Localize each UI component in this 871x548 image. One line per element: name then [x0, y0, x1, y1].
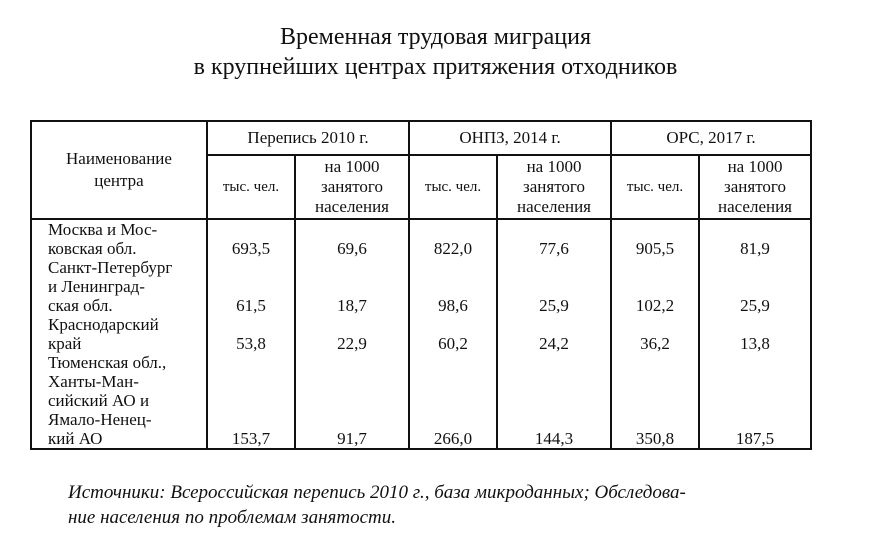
cell-value: 61,5: [207, 258, 295, 315]
cell-value: 81,9: [699, 219, 811, 258]
cell-value: 102,2: [611, 258, 699, 315]
row-name: Краснодарский край: [31, 315, 207, 353]
table-row: [31, 258, 811, 315]
subheader-rel-2014: на 1000 занятого населения: [497, 155, 611, 219]
cell-value: 77,6: [497, 219, 611, 258]
subheader-abs-2014: тыс. чел.: [409, 155, 497, 219]
cell-value: 53,8: [207, 315, 295, 353]
group-header-census-2010: Перепись 2010 г.: [207, 121, 409, 155]
group-header-onpz-2014: ОНПЗ, 2014 г.: [409, 121, 611, 155]
cell-value: 18,7: [295, 258, 409, 315]
cell-value: 144,3: [497, 353, 611, 449]
cell-value: 36,2: [611, 315, 699, 353]
subheader-rel-2010: на 1000 занятого населения: [295, 155, 409, 219]
cell-value: 25,9: [699, 258, 811, 315]
cell-value: 98,6: [409, 258, 497, 315]
title-line-2: в крупнейших центрах притяжения отходников: [193, 54, 678, 80]
table-row: [31, 315, 811, 353]
cell-value: 822,0: [409, 219, 497, 258]
table-row: [31, 353, 811, 449]
column-header-name: Наименование центра: [31, 121, 207, 219]
migration-table: [30, 120, 812, 450]
cell-value: 13,8: [699, 315, 811, 353]
row-name: Санкт-Петербург и Ленинград- ская обл.: [31, 258, 207, 315]
cell-value: 69,6: [295, 219, 409, 258]
cell-value: 187,5: [699, 353, 811, 449]
group-header-ors-2017: ОРС, 2017 г.: [611, 121, 811, 155]
cell-value: 350,8: [611, 353, 699, 449]
table-row: [31, 219, 811, 258]
cell-value: 22,9: [295, 315, 409, 353]
cell-value: 266,0: [409, 353, 497, 449]
title-line-1: Временная трудовая миграция: [279, 24, 591, 50]
subheader-rel-2017: на 1000 занятого населения: [699, 155, 811, 219]
cell-value: 25,9: [497, 258, 611, 315]
cell-value: 153,7: [207, 353, 295, 449]
document-title: [0, 22, 871, 82]
row-name: Москва и Мос- ковская обл.: [31, 219, 207, 258]
cell-value: 693,5: [207, 219, 295, 258]
cell-value: 905,5: [611, 219, 699, 258]
sources-line-2: ние населения по проблемам занятости.: [68, 507, 396, 528]
sources-line-1: Источники: Всероссийская перепись 2010 г., база микроданных; Обследова-: [68, 482, 686, 503]
sources-note: [68, 480, 828, 530]
cell-value: 60,2: [409, 315, 497, 353]
cell-value: 24,2: [497, 315, 611, 353]
subheader-abs-2017: тыс. чел.: [611, 155, 699, 219]
subheader-abs-2010: тыс. чел.: [207, 155, 295, 219]
row-name: Тюменская обл., Ханты-Ман- сийский АО и Ямало-Ненец- кий АО: [31, 353, 207, 449]
cell-value: 91,7: [295, 353, 409, 449]
